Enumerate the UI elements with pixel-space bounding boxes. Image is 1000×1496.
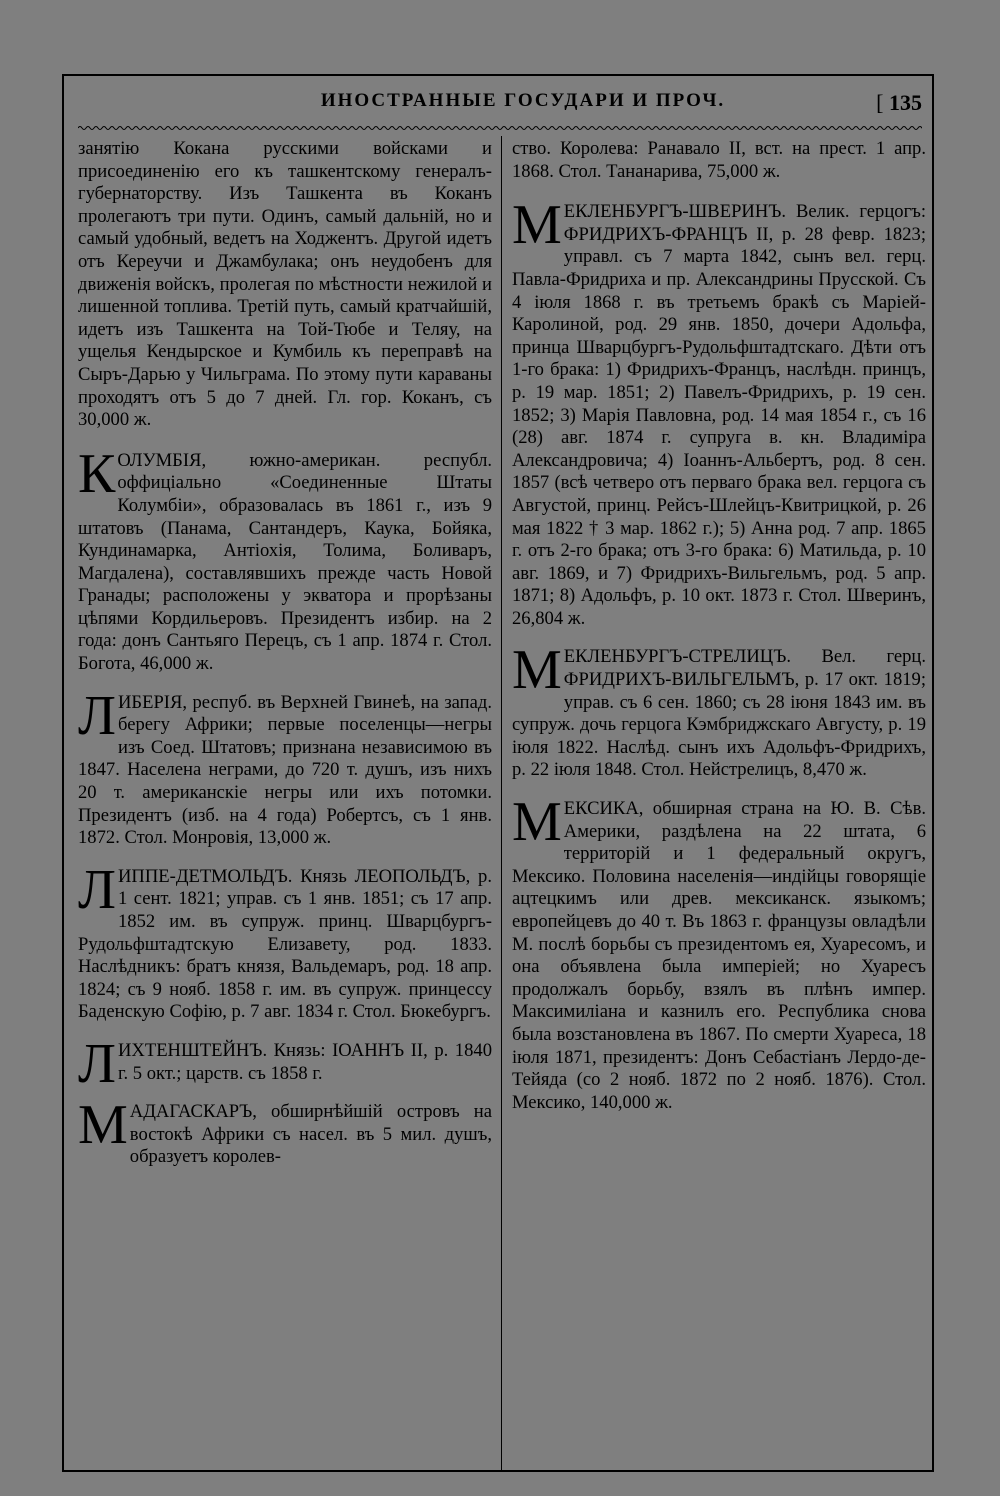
drop-cap: М (512, 791, 562, 854)
book-page (62, 74, 934, 1472)
left-column (78, 138, 492, 1169)
entry-mecklenburg-schwerin: МЕКЛЕНБУРГЪ-ШВЕРИНЪ. Велик. герцогъ: ФРИДРИХЪ-ФРАНЦЪ II, р. 28 февр. 1823; управл. съ 7 марта 1842, сынъ вел. герц. Павла-Фридриха и пр. Александрины Прусской. Съ 4 іюля 1868 г. въ третьемъ бракѣ съ Маріей-Каролиной, род. 29 янв. 1850, дочери Адольфа, принца Шварцбургъ-Рудольфштадтскаго. Дѣти отъ 1-го брака: 1) Фридрихъ-Францъ, наслѣдн. принцъ, р. 19 мар. 1851; 2) Павелъ-Фридрихъ, р. 19 сен. 1852; 3) Марія Павловна, род. 14 мая 1854 г., съ 16 (28) авг. 1874 г. супруга в. кн. Владиміра Александровича; 4) Іоаннъ-Альбертъ, род. 8 сен. 1857 (всѣ четверо отъ перваго брака вел. герцога съ Августой, принц. Рейсъ-Шлейцъ-Квитрицкой, р. 26 мая 1822 † 3 мар. 1862 г.); 5) Анна род. 7 апр. 1865 г. отъ 2-го брака; отъ 3-го брака: 6) Матильда, р. 10 авг. 1869, и 7) Фридрихъ-Вильгельмъ, род. 5 апр. 1871; 8) Адольфъ, р. 10 окт. 1873 г. Стол. Шверинъ, 26,804 ж. (512, 194, 926, 629)
entry-mecklenburg-strelitz: МЕКЛЕНБУРГЪ-СТРЕЛИЦЪ. Вел. герц. ФРИДРИХЪ-ВИЛЬГЕЛЬМЪ, р. 17 окт. 1819; управ. съ 6 сен. 1860; съ 28 іюня 1843 им. въ супруж. дочь герцога Кэмбриджскаго Августу, р. 19 іюля 1822. Наслѣд. сынъ ихъ Адольфъ-Фридрихъ, р. 22 іюля 1848. Стол. Нейстрелицъ, 8,470 ж. (512, 639, 926, 781)
entry-lippe-detmold: ЛИППЕ-ДЕТМОЛЬДЪ. Князь ЛЕОПОЛЬДЪ, р. 1 сент. 1821; управ. съ 1 янв. 1851; съ 17 апр. 1852 им. въ супруж. принц. Шварцбургъ-Рудольфштадтскую Елизавету, род. 1833. Наслѣдникъ: братъ князя, Вальдемаръ, род. 18 апр. 1824; съ 9 нояб. 1858 г. им. въ супруж. принцессу Баденскую Софію, р. 7 авг. 1834 г. Стол. Бюкебургъ. (78, 858, 492, 1023)
drop-cap: М (512, 639, 562, 702)
drop-cap: Л (78, 1032, 116, 1095)
drop-cap: Л (78, 684, 116, 747)
header-wavy-rule (78, 124, 922, 132)
page-number: [ 135 (876, 90, 922, 116)
drop-cap: М (512, 194, 562, 257)
drop-cap: К (78, 442, 116, 505)
header-title: ИНОСТРАННЫЕ ГОСУДАРИ И ПРОЧ. (320, 90, 726, 111)
drop-cap: М (78, 1094, 128, 1157)
entry-colombia: КОЛУМБІЯ, южно-американ. республ. оффиціально «Соединенные Штаты Колумбіи», образовалась въ 1861 г., изъ 9 штатовъ (Панама, Сантандеръ, Каука, Бойяка, Кундинамарка, Антіохія, Толима, Боливаръ, Магдалена), составлявшихъ прежде часть Новой Гранады; расположены у экватора и прорѣзаны цѣпями Кордильеровъ. Президентъ избир. на 2 года: донъ Сантьяго Перецъ, съ 1 апр. 1874 г. Стол. Богота, 46,000 ж. (78, 442, 492, 675)
running-header (64, 90, 932, 120)
entry-liberia: ЛИБЕРІЯ, респуб. въ Верхней Гвинеѣ, на запад. берегу Африки; первые поселенцы—негры изъ Соед. Штатовъ; признана независимою въ 1847. Населена неграми, до 720 т. душъ, изъ нихъ 20 т. американскіе негры или ихъ потомки. Президентъ (изб. на 4 года) Робертсъ, съ 1 янв. 1872. Стол. Монровія, 13,000 ж. (78, 684, 492, 849)
drop-cap: Л (78, 858, 116, 921)
entry-madagascar-continued: ство. Королева: Ранавало II, вст. на прест. 1 апр. 1868. Стол. Тананарива, 75,000 ж. (512, 138, 926, 182)
entry-kokand-continued: занятію Кокана русскими войсками и присоединенію его къ ташкентскому генералъ-губернаторству. Изъ Ташкента въ Коканъ пролегаютъ три пути. Одинъ, самый дальній, но и самый удобный, ведетъ на Ходжентъ. Другой идетъ отъ Кереучи и Джамбулака; онъ неудобенъ для движенія войскъ, пролегая по мѣстности нежилой и лишенной топлива. Третій путь, самый кратчайшій, идетъ изъ Ташкента на Той-Тюбе и Теляу, на ущелья Кендырское и Кумбиль къ переправѣ на Сыръ-Дарью у Чильграма. По этому пути караваны проходятъ отъ 5 до 7 дней. Гл. гор. Коканъ, съ 30,000 ж. (78, 138, 492, 431)
entry-madagascar: МАДАГАСКАРЪ, обширнѣйшій островъ на востокѣ Африки съ насел. въ 5 мил. душъ, образуетъ королев- (78, 1094, 492, 1168)
column-divider (501, 136, 502, 1470)
entry-mexico: МЕКСИКА, обширная страна на Ю. В. Сѣв. Америки, раздѣлена на 22 штата, 6 территорій и 1 федеральный округъ, Мексико. Половина населенія—индійцы говорящіе ацтецкимъ или древ. мексиканск. языкомъ; европейцевъ до 40 т. Въ 1863 г. французы овладѣли М. послѣ борьбы съ президентомъ ея, Хуаресомъ, и она объявлена была имперіей; но Хуаресъ продолжалъ борьбу, взялъ въ плѣнъ импер. Максимиліана и казнилъ его. Республика снова была возстановлена въ 1867. По смерти Хуареса, 18 іюля 1871, президентъ: Донъ Себастіанъ Лердо-де-Тейяда (со 2 нояб. 1872 по 2 нояб. 1876). Стол. Мексико, 140,000 ж. (512, 791, 926, 1113)
right-column (512, 138, 926, 1114)
entry-liechtenstein: ЛИХТЕНШТЕЙНЪ. Князь: ІОАННЪ II, р. 1840 г. 5 окт.; царств. съ 1858 г. (78, 1032, 492, 1095)
